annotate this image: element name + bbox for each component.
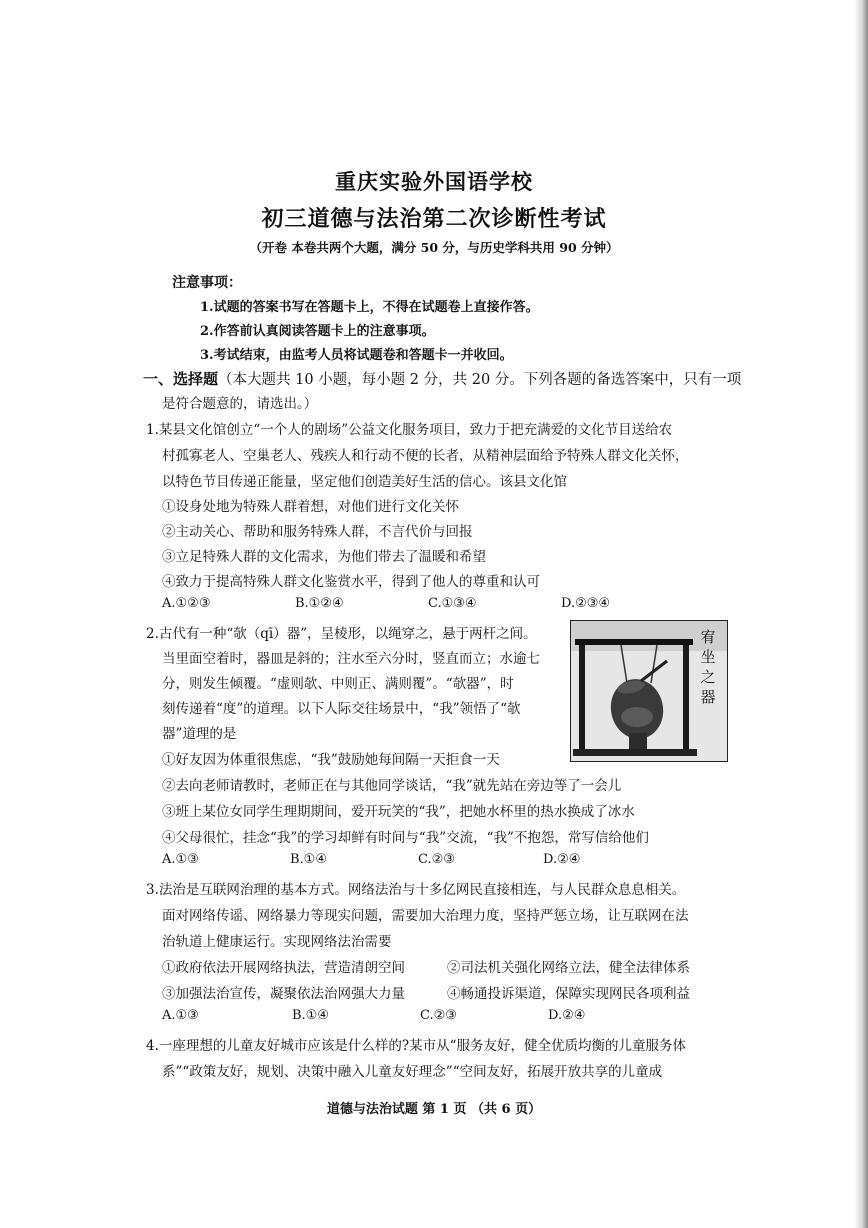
q2-stem: 当里面空着时，器皿是斜的；注水至六分时，竖直而立；水逾七 [162, 651, 540, 667]
q2-option: ④父母很忙，挂念“我”的学习却鲜有时间与“我”交流，“我”不抱怨，常写信给他们 [162, 830, 649, 846]
q1-option: ③立足特殊人群的文化需求，为他们带去了温暖和希望 [162, 549, 486, 565]
q2-choice-d: D.②④ [543, 852, 581, 867]
q3-choice-c: C.②③ [420, 1008, 457, 1023]
q2-stem: 刻传递着“度”的道理。以下人际交往场景中，“我”领悟了“欹 [162, 701, 521, 717]
q2-option: ①好友因为体重很焦虑，“我”鼓励她每间隔一天拒食一天 [162, 752, 500, 768]
section-instruction-cont: 是符合题意的，请选出。） [162, 396, 318, 412]
q2-stem: 器”道理的是 [162, 726, 237, 742]
q1-choice-c: C.①③④ [428, 596, 477, 611]
q3-choice-a: A.①③ [162, 1008, 199, 1023]
q3-choice-d: D.②④ [548, 1008, 586, 1023]
q1-stem: 以特色节目传递正能量，坚定他们创造美好生活的信心。该县文化馆 [162, 474, 567, 490]
exam-title: 初三道德与法治第二次诊断性考试 [261, 206, 607, 232]
q2-stem: 2.古代有一种“欹（qī）器”，呈棱形，以绳穿之，悬于两杆之间。 [146, 626, 537, 642]
q1-choice-b: B.①②④ [295, 596, 344, 611]
figure-inscription: 宥坐之器 [700, 628, 716, 706]
q1-option: ②主动关心、帮助和服务特殊人群，不言代价与回报 [162, 524, 473, 540]
q1-choice-d: D.②③④ [561, 596, 611, 611]
school-title: 重庆实验外国语学校 [335, 169, 533, 194]
q1-stem: 村孤寡老人、空巢老人、残疾人和行动不便的长者，从精神层面给予特殊人群文化关怀， [162, 448, 689, 464]
qiqi-vessel-photo [570, 620, 728, 762]
q2-stem: 分，则发生倾覆。“虚则欹、中则正、满则覆”。“欹器”，时 [162, 676, 514, 692]
q2-choice-c: C.②③ [418, 852, 455, 867]
notice-heading: 注意事项： [172, 275, 242, 291]
q3-option: ④畅通投诉渠道，保障实现网民各项利益 [447, 986, 690, 1002]
notice-item: 1.试题的答案书写在答题卡上，不得在试题卷上直接作答。 [200, 300, 539, 315]
q3-stem: 3.法治是互联网治理的基本方式。网络法治与十多亿网民直接相连，与人民群众息息相关。 [146, 882, 686, 898]
q3-choice-b: B.①④ [292, 1008, 329, 1023]
q4-stem: 4.一座理想的儿童友好城市应该是什么样的?某市从“服务友好，健全优质均衡的儿童服务体 [146, 1038, 687, 1054]
q1-option: ①设身处地为特殊人群着想，对他们进行文化关怀 [162, 499, 459, 515]
q2-choice-a: A.①③ [162, 852, 199, 867]
q3-option: ③加强法治宣传，凝聚依法治网强大力量 [162, 986, 405, 1002]
section-title: 一、选择题 [143, 370, 219, 388]
q3-stem: 面对网络传谣、网络暴力等现实问题，需要加大治理力度，坚持严惩立场，让互联网在法 [162, 908, 689, 924]
section-instruction: （本大题共 10 小题，每小题 2 分，共 20 分。下列各题的备选答案中，只有一项 [218, 372, 742, 388]
q1-choice-a: A.①②③ [162, 596, 211, 611]
q2-choice-b: B.①④ [290, 852, 327, 867]
q1-stem: 1.某县文化馆创立“一个人的剧场”公益文化服务项目，致力于把充满爱的文化节目送给农 [146, 422, 673, 438]
q2-option: ②去向老师请教时，老师正在与其他同学谈话，“我”就先站在旁边等了一会儿 [162, 778, 622, 794]
q3-stem: 治轨道上健康运行。实现网络法治需要 [162, 934, 392, 950]
section-heading [143, 368, 741, 389]
exam-subtitle: （开卷 本卷共两个大题，满分 50 分，与历史学科共用 90 分钟） [249, 240, 619, 255]
q1-option: ④致力于提高特殊人群文化鉴赏水平，得到了他人的尊重和认可 [162, 574, 540, 590]
notice-item: 3.考试结束，由监考人员将试题卷和答题卡一并收回。 [200, 348, 513, 363]
q4-stem: 系”“政策友好，规划、决策中融入儿童友好理念”“空间友好，拓展开放共享的儿童成 [162, 1064, 663, 1080]
q2-option: ③班上某位女同学生理期期间，爱开玩笑的“我”，把她水杯里的热水换成了冰水 [162, 804, 635, 820]
page-footer: 道德与法治试题 第 1 页 （共 6 页） [326, 1102, 542, 1117]
q3-option: ①政府依法开展网络执法，营造清朗空间 [162, 960, 405, 976]
q3-option: ②司法机关强化网络立法，健全法律体系 [447, 960, 690, 976]
notice-item: 2.作答前认真阅读答题卡上的注意事项。 [200, 324, 435, 339]
